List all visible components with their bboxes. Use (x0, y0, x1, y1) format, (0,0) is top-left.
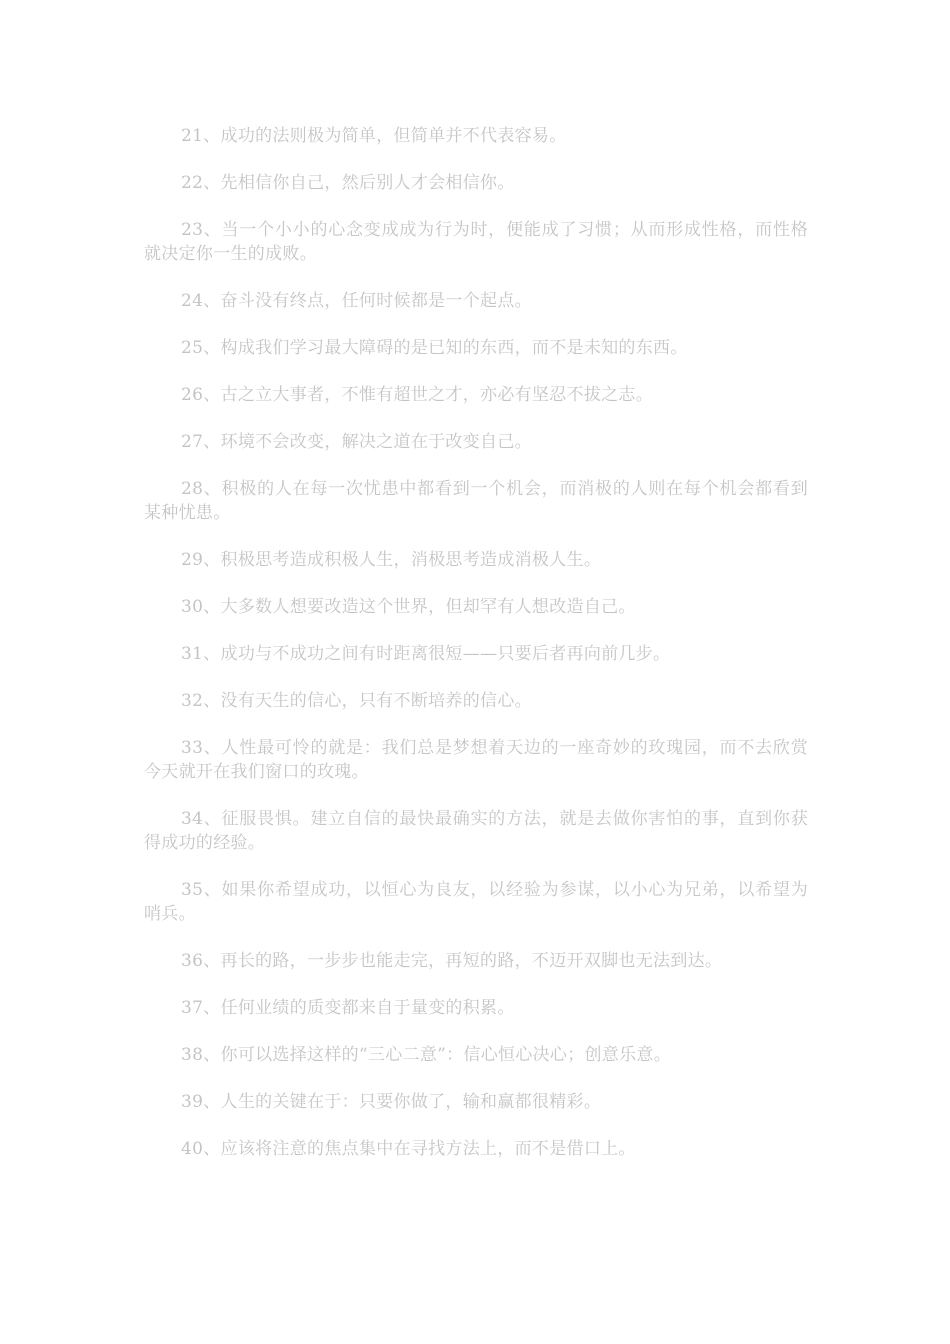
quote-item: 24、奋斗没有终点，任何时候都是一个起点。 (181, 291, 532, 311)
quote-item: 38、你可以选择这样的“三心二意”：信心恒心决心；创意乐意。 (181, 1045, 672, 1065)
quote-item: 35、如果你希望成功，以恒心为良友，以经验为参谋，以小心为兄弟，以希望为哨兵。 (144, 880, 808, 924)
quote-item: 26、古之立大事者，不惟有超世之才，亦必有坚忍不拔之志。 (181, 385, 654, 405)
quote-item: 33、人性最可怜的就是：我们总是梦想着天边的一座奇妙的玫瑰园，而不去欣赏今天就开在我们窗口的玫瑰。 (144, 738, 808, 782)
quote-item: 40、应该将注意的焦点集中在寻找方法上，而不是借口上。 (181, 1139, 636, 1159)
quote-item: 22、先相信你自己，然后别人才会相信你。 (181, 173, 515, 193)
quote-item: 28、积极的人在每一次忧患中都看到一个机会，而消极的人则在每个机会都看到某种忧患。 (144, 479, 808, 523)
quote-item: 25、构成我们学习最大障碍的是已知的东西，而不是未知的东西。 (181, 338, 688, 358)
quote-list (144, 124, 808, 1184)
quote-item: 30、大多数人想要改造这个世界，但却罕有人想改造自己。 (181, 597, 636, 617)
quote-item: 21、成功的法则极为简单，但简单并不代表容易。 (181, 126, 567, 146)
quote-item: 29、积极思考造成积极人生，消极思考造成消极人生。 (181, 550, 602, 570)
quote-item: 39、人生的关键在于：只要你做了，输和赢都很精彩。 (181, 1092, 602, 1112)
quote-item: 31、成功与不成功之间有时距离很短——只要后者再向前几步。 (181, 644, 671, 664)
quote-item: 32、没有天生的信心，只有不断培养的信心。 (181, 691, 532, 711)
quote-item: 37、任何业绩的质变都来自于量变的积累。 (181, 998, 515, 1018)
quote-item: 36、再长的路，一步步也能走完，再短的路，不迈开双脚也无法到达。 (181, 951, 723, 971)
quote-item: 34、征服畏惧。建立自信的最快最确实的方法，就是去做你害怕的事，直到你获得成功的经验。 (144, 809, 808, 853)
quote-item: 27、环境不会改变，解决之道在于改变自己。 (181, 432, 532, 452)
quote-item: 23、当一个小小的心念变成成为行为时，便能成了习惯；从而形成性格，而性格就决定你一生的成败。 (144, 220, 808, 264)
